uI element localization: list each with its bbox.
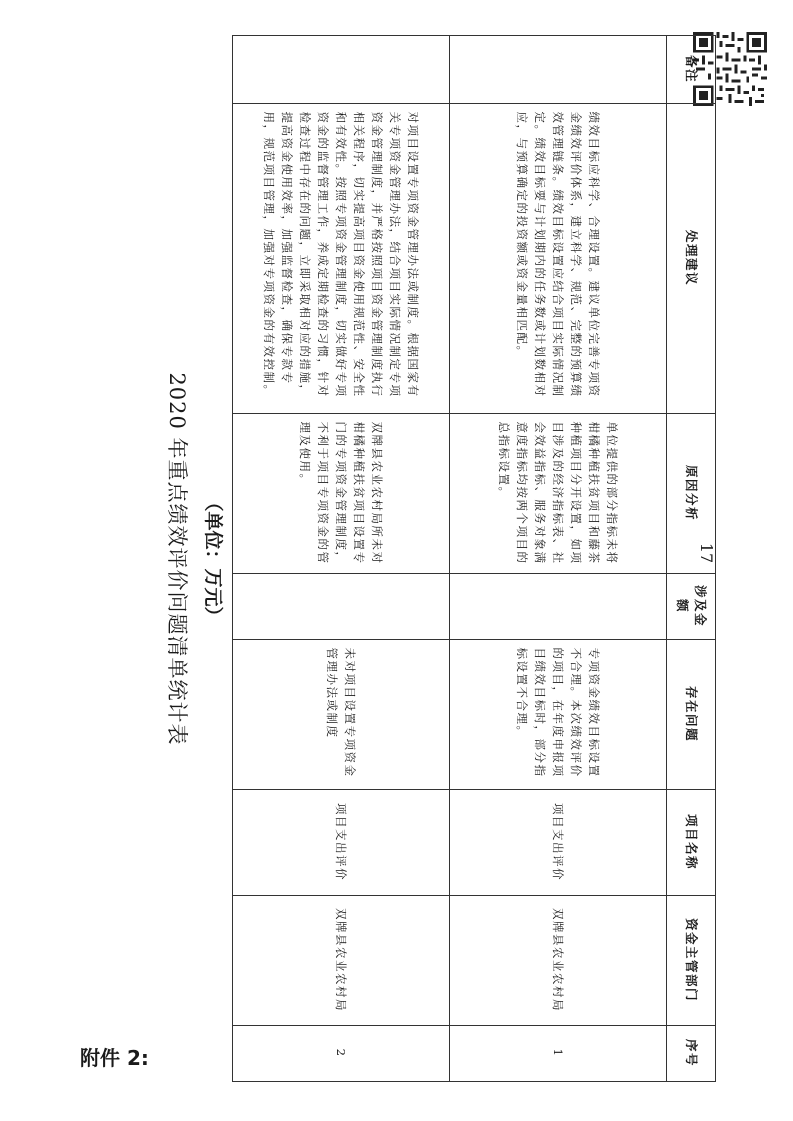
annex-label: [80, 1042, 149, 1071]
header-amount: 涉及金额: [667, 574, 716, 640]
cell-cause: 单位提供的部分指标未将柑橘种植扶贫项目和藤茶种植项目分开设置，如项目涉及的经济指标表、社会效益指标、服务对象满意度指标均按两个项目的总指标设置。: [450, 414, 667, 574]
table-row: [233, 36, 450, 1082]
table-row: [450, 36, 667, 1082]
header-index: 序号: [667, 1026, 716, 1082]
cell-remark: [450, 36, 667, 104]
cell-cause: 双牌县农业农村局所未对柑橘种植扶贫项目设置专门的专项资金管理制度，不利于项目专项资金的管理及使用。: [233, 414, 450, 574]
cell-index: 1: [450, 1026, 667, 1082]
cell-issue: 未对项目设置专项资金管理办法或制度: [233, 640, 450, 790]
issue-table: [232, 35, 716, 1082]
page-number: 17: [697, 542, 716, 564]
cell-index: 2: [233, 1026, 450, 1082]
cell-amount: [450, 574, 667, 640]
cell-department: 双牌县农业农村局: [450, 896, 667, 1026]
cell-department: 双牌县农业农村局: [233, 896, 450, 1026]
cell-suggestion: 绩效目标应科学、合理设置。建议单位完善专项资金绩效评价体系，建立科学、规范、完整的预算绩效管理链条。绩效目标设置应结合项目实际情况制定。绩效目标要与计划期内的任务数或计划数相对应，与预算确定的投资额或资金量相匹配。: [450, 104, 667, 414]
cell-remark: [233, 36, 450, 104]
cell-amount: [233, 574, 450, 640]
table-header-row: [667, 36, 716, 1082]
header-suggestion: 处理建议: [667, 104, 716, 414]
header-issue: 存在问题: [667, 640, 716, 790]
cell-issue: 专项资金绩效目标设置不合理。本次绩效评价的项目，在年度申报项目绩效目标时，部分指标设置不合理。: [450, 640, 667, 790]
document-title: 2020 年重点绩效评价问题清单统计表: [165, 372, 189, 746]
annex-label-text: 附件 2:: [80, 1046, 149, 1070]
header-project: 项目名称: [667, 790, 716, 896]
unit-label: （单位：万元）: [202, 492, 224, 626]
cell-project: 项目支出评价: [450, 790, 667, 896]
cell-project: 项目支出评价: [233, 790, 450, 896]
header-department: 资金主管部门: [667, 896, 716, 1026]
cell-suggestion: 对项目设置专项资金管理办法或制度。根据国家有关专项资金管理办法，结合项目实际情况制定专项资金管理制度，并严格按照项目资金管理制度执行相关程序，切实提高项目资金使用规范性、安全性和有效性。按照专项资金管理制度，切实做好专项资金的监督管理工作，养成定期检查的习惯，针对检查过程中存在的问题，立即采取相对应的措施，提高资金使用效率，加强监督检查，确保专款专用，规范项目管理，加强对专项资金的有效控制。: [233, 104, 450, 414]
header-remark: 备注: [667, 36, 716, 104]
header-cause: 原因分析: [667, 414, 716, 574]
